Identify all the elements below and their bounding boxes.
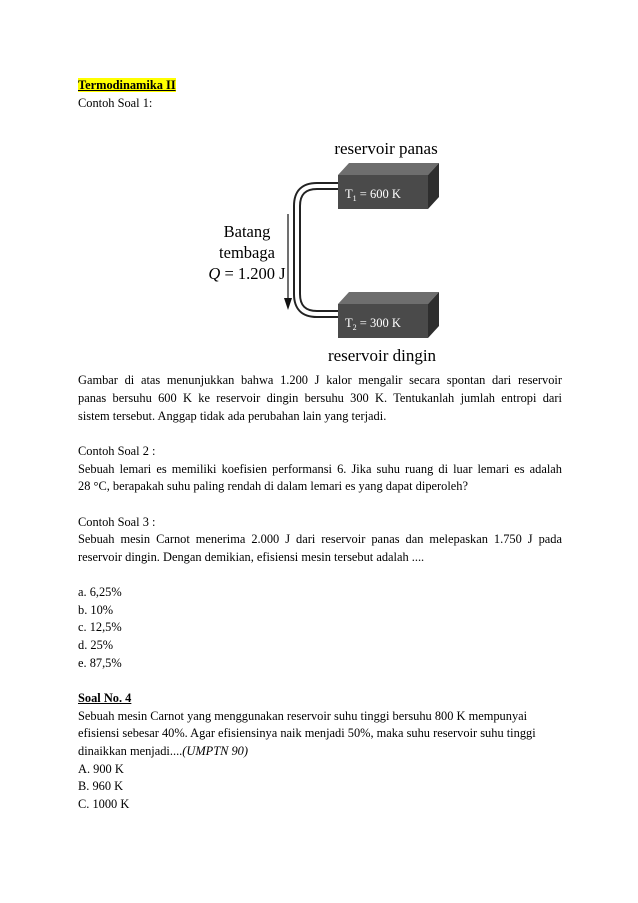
document-title: Termodinamika II — [78, 78, 176, 92]
soal-4-label-line — [78, 690, 562, 708]
soal-2-text-line: Sebuah lemari es memiliki koefisien performansi 6. Jika suhu ruang di luar lemari es adalah — [78, 462, 562, 476]
soal-3-text-line: Sebuah mesin Carnot menerima 2.000 J dari reservoir panas dan melepaskan 1.750 J pada — [78, 532, 562, 546]
rod-heat-label: Q = 1.200 J — [208, 264, 286, 283]
copper-rod — [284, 186, 338, 314]
soal-3-option: e. 87,5% — [78, 656, 122, 670]
t2-label: $T_2 = 300$ K — [345, 316, 401, 332]
reservoir-figure — [195, 136, 445, 368]
figure-bottom-label: reservoir dingin — [327, 346, 437, 365]
soal-4-text-line: Sebuah mesin Carnot yang menggunakan reservoir suhu tinggi bersuhu 800 K mempunyai — [78, 709, 528, 723]
soal-4-option: A. 900 K — [78, 762, 124, 776]
document-title-line — [78, 77, 562, 95]
t1-label: $T_1 = 600$ K — [345, 187, 401, 203]
hot-reservoir-box — [338, 163, 439, 209]
soal-3-option: a. 6,25% — [78, 585, 122, 599]
soal-4-text-line: efisiensi sebesar 40%. Agar efisiensinya naik menjadi 50%, maka suhu reservoir suhu tinggi — [78, 726, 536, 740]
soal-1-label: Contoh Soal 1: — [78, 96, 153, 110]
heat-flow-arrowhead — [284, 298, 292, 310]
rod-label-line2: tembaga — [219, 243, 275, 262]
soal-4-option: B. 960 K — [78, 779, 124, 793]
soal-2-label: Contoh Soal 2 : — [78, 444, 156, 458]
soal-1-text-line: panas bersuhu 600 K ke reservoir dingin bersuhu 300 K. Tentukanlah jumlah entropi dari — [78, 391, 562, 405]
soal-4-source: (UMPTN 90) — [182, 744, 249, 758]
soal-2-text-line: 28 °C, berapakah suhu paling rendah di dalam lemari es yang dapat diperoleh? — [78, 479, 468, 493]
soal-3-text-line: reservoir dingin. Dengan demikian, efisiensi mesin tersebut adalah .... — [78, 550, 425, 564]
soal-4-text-line: dinaikkan menjadi....(UMPTN 90) — [78, 744, 249, 758]
soal-3-option: d. 25% — [78, 638, 114, 652]
soal-3-option: c. 12,5% — [78, 620, 122, 634]
figure-top-label: reservoir panas — [334, 139, 438, 158]
soal-3-option: b. 10% — [78, 603, 114, 617]
cold-reservoir-box — [338, 292, 439, 338]
soal-3-label: Contoh Soal 3 : — [78, 515, 156, 529]
rod-label-line1: Batang — [223, 222, 271, 241]
soal-4-option: C. 1000 K — [78, 797, 130, 811]
soal-4-label: Soal No. 4 — [78, 691, 132, 705]
soal-1-text-line: sistem tersebut. Anggap tidak ada perubahan lain yang terjadi. — [78, 409, 387, 423]
soal-1-text-line: Gambar di atas menunjukkan bahwa 1.200 J kalor mengalir secara spontan dari reservoir — [78, 373, 562, 387]
